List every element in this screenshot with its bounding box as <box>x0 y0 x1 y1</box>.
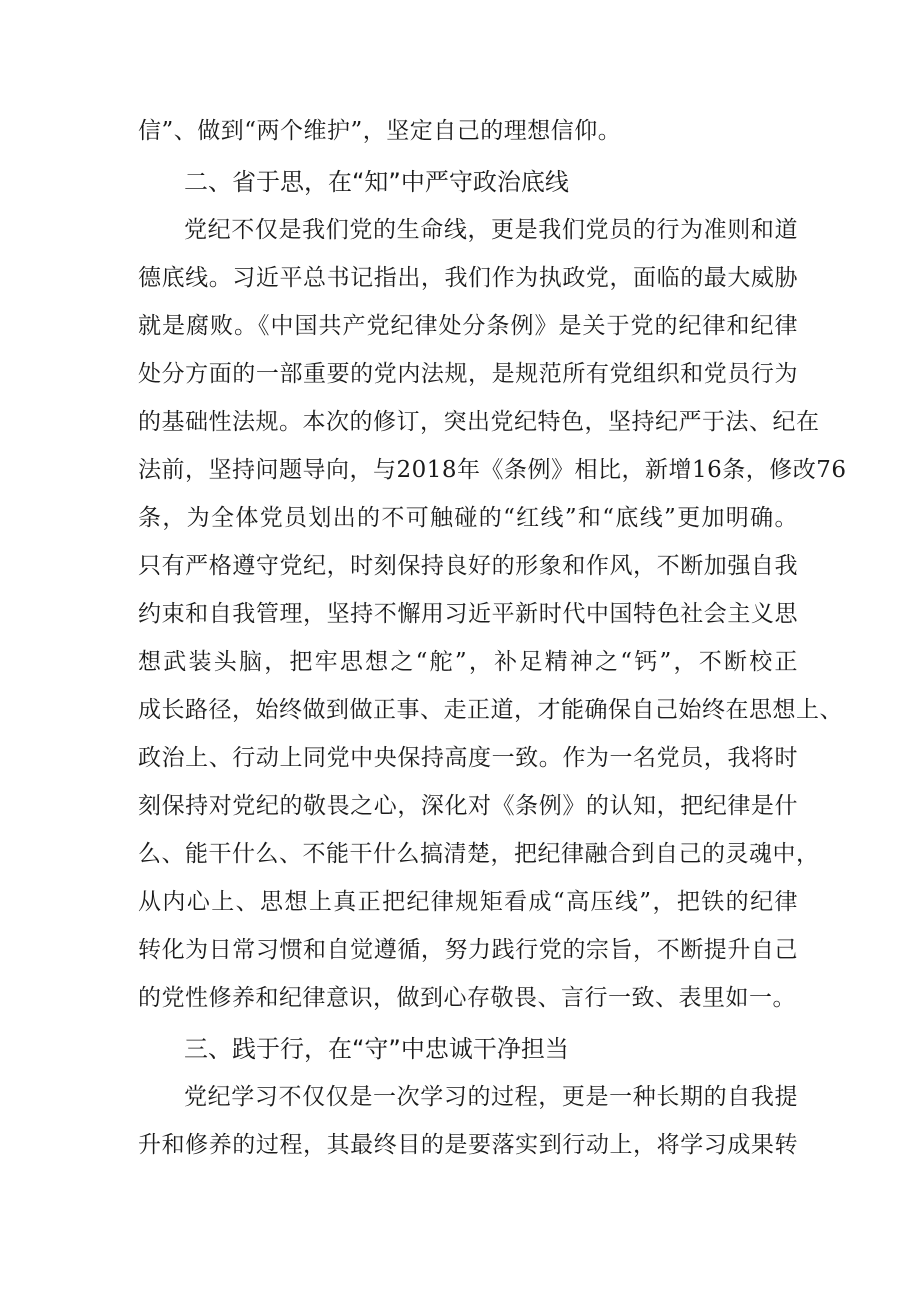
paragraph-line: 从内心上、思想上真正把纪律规矩看成“高压线”，把铁的纪律 <box>138 889 798 915</box>
paragraph-line: 成长路径，始终做到做正事、走正道，才能确保自己始终在思想上、 <box>138 697 843 723</box>
section-heading-2: 二、省于思，在“知”中严守政治底线 <box>184 168 569 196</box>
paragraph-line: 党纪学习不仅仅是一次学习的过程，更是一种长期的自我提 <box>184 1084 798 1110</box>
section-heading-3: 三、践于行，在“守”中忠诚干净担当 <box>184 1035 569 1063</box>
paragraph-line: 党纪不仅是我们党的生命线，更是我们党员的行为准则和道 <box>184 217 798 243</box>
paragraph-line: 的党性修养和纪律意识，做到心存敬畏、言行一致、表里如一。 <box>138 985 796 1011</box>
paragraph-line: 就是腐败。《中国共产党纪律处分条例》是关于党的纪律和纪律 <box>138 313 798 339</box>
paragraph-line: 想武装头脑，把牢思想之“舵”，补足精神之“钙”，不断校正 <box>138 649 798 675</box>
paragraph-line: 的基础性法规。本次的修订，突出党纪特色，坚持纪严于法、纪在 <box>138 409 820 435</box>
paragraph-line: 条，为全体党员划出的不可触碰的“红线”和“底线”更加明确。 <box>138 505 798 531</box>
paragraph-line: 只有严格遵守党纪，时刻保持良好的形象和作风，不断加强自我 <box>138 553 798 579</box>
paragraph-line: 政治上、行动上同党中央保持高度一致。作为一名党员，我将时 <box>138 745 798 771</box>
paragraph-line: 么、能干什么、不能干什么搞清楚，把纪律融合到自己的灵魂中， <box>138 841 820 867</box>
paragraph-line: 德底线。习近平总书记指出，我们作为执政党，面临的最大威胁 <box>138 265 798 291</box>
paragraph-line: 约束和自我管理，坚持不懈用习近平新时代中国特色社会主义思 <box>138 601 798 627</box>
paragraph-line: 转化为日常习惯和自觉遵循，努力践行党的宗旨，不断提升自己 <box>138 937 798 963</box>
paragraph-line: 刻保持对党纪的敬畏之心，深化对《条例》的认知，把纪律是什 <box>138 793 798 819</box>
paragraph-line: 升和修养的过程，其最终目的是要落实到行动上，将学习成果转 <box>138 1132 798 1158</box>
paragraph-line: 信”、做到“两个维护”，坚定自己的理想信仰。 <box>138 118 622 144</box>
paragraph-line: 处分方面的一部重要的党内法规，是规范所有党组织和党员行为 <box>138 361 798 387</box>
paragraph-line: 法前，坚持问题导向，与2018年《条例》相比，新增16条，修改76 <box>138 457 847 483</box>
